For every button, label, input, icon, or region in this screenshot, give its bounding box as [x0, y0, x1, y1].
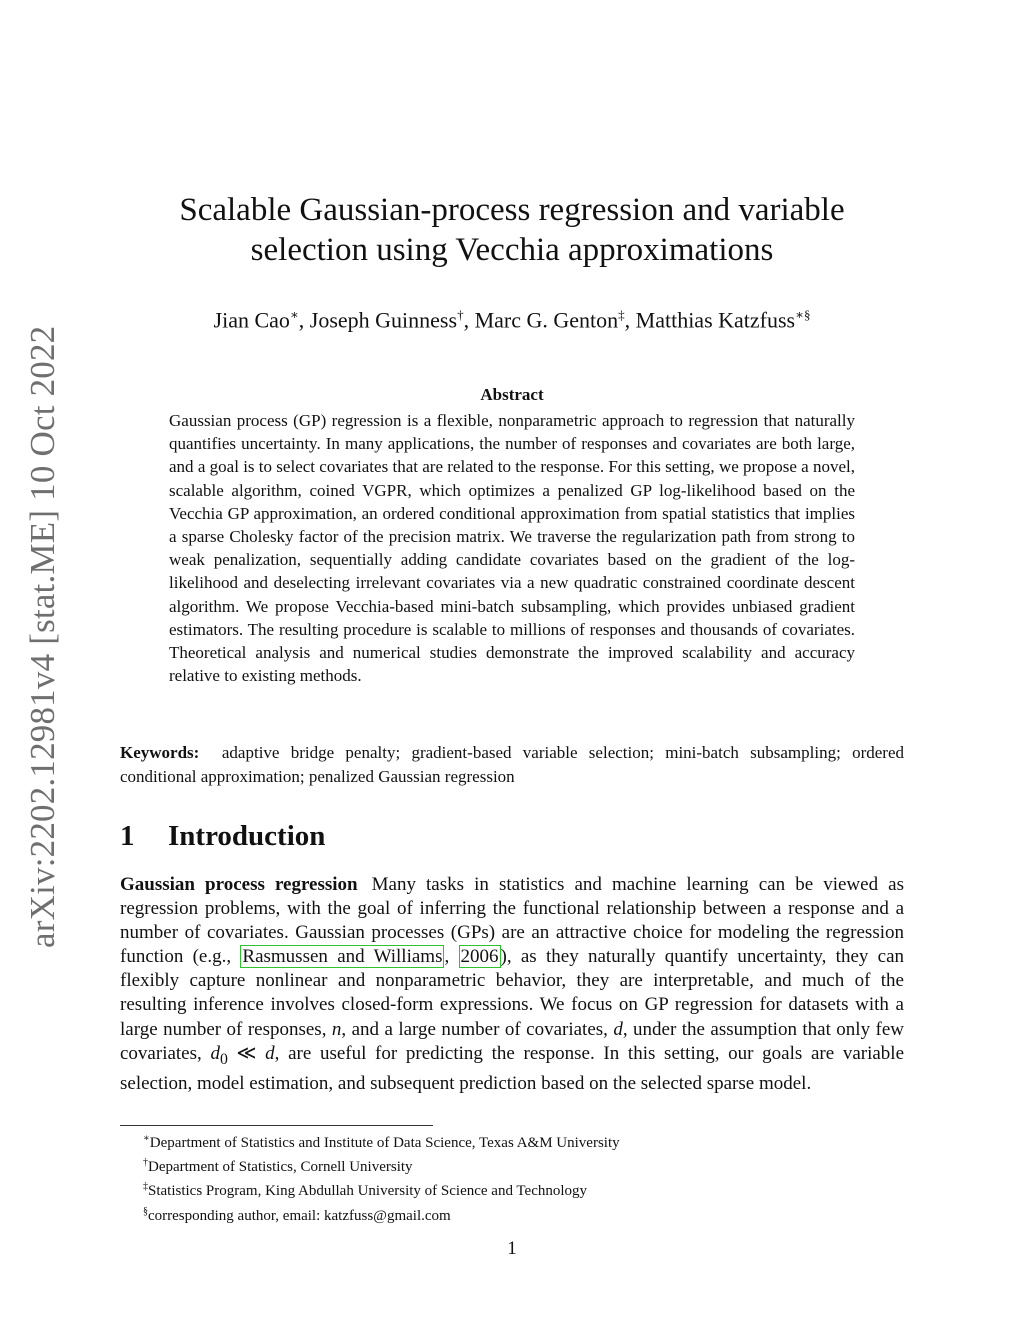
author-footnote-mark[interactable]: † — [457, 307, 464, 322]
author-footnote-mark[interactable]: ∗§ — [795, 307, 811, 322]
intro-paragraph — [120, 873, 904, 1096]
math-variable-d: d — [265, 1042, 275, 1064]
run-in-heading: Gaussian process regression — [120, 874, 358, 895]
section-number: 1 — [120, 820, 135, 852]
arxiv-identifier-stamp: arXiv:2202.12981v4 [stat.ME] 10 Oct 2022 — [23, 325, 62, 948]
author-separator: , — [463, 307, 475, 333]
abstract-heading: Abstract — [480, 385, 544, 404]
footnotes — [143, 1129, 903, 1226]
footnote-item — [143, 1177, 903, 1201]
keywords-text: adaptive bridge penalty; gradient-based variable selection; mini-batch subsampling; ordered conditional approximation; penalized Gaussian regression — [120, 743, 904, 786]
math-variable-n: n — [331, 1018, 342, 1040]
footnote-text: Statistics Program, King Abdullah University of Science and Technology — [148, 1183, 588, 1200]
paper-title — [120, 190, 904, 270]
author-footnote-mark[interactable]: ‡ — [618, 307, 625, 322]
author-name: Joseph Guinness — [309, 307, 458, 333]
math-variable-d0: d — [210, 1042, 220, 1064]
footnote-text: corresponding author, email: katzfuss@gmail.com — [148, 1207, 451, 1224]
author-list — [120, 300, 904, 335]
author-name: Jian Cao — [213, 307, 290, 333]
keywords-label: Keywords: — [120, 743, 200, 762]
author-name: Marc G. Genton — [474, 307, 619, 333]
citation-separator: , — [444, 946, 459, 968]
intro-text-part: , are useful for predicting the response. In this setting, our goals are variable selection, model estimation, and subsequent prediction based on the selected sparse model. — [120, 1042, 905, 1094]
citation-link[interactable] — [240, 945, 444, 968]
author-separator: , — [624, 307, 636, 333]
intro-text-part: Many tasks in statistics and machine learning can be viewed as regression problems, with the goal of inferring the functional relationship between a response and a number of covariates. Gaussian processes (GPs) are an attractive choice for modeling the regression function (e.g., — [120, 874, 904, 968]
footnote-mark: † — [143, 1157, 148, 1169]
section-heading — [120, 820, 325, 853]
page-number: 1 — [507, 1238, 517, 1259]
math-variable-d: d — [613, 1018, 623, 1040]
footnote-item — [143, 1202, 903, 1226]
citation-authors: Rasmussen and Williams — [242, 946, 443, 968]
footnote-item — [143, 1129, 903, 1153]
intro-text-part: , and a large number of covariates, — [341, 1018, 614, 1040]
math-subscript: 0 — [219, 1050, 228, 1068]
intro-text-part: , under the assumption that only few covariates, — [120, 1018, 905, 1064]
citation-year-link[interactable] — [459, 945, 501, 968]
footnote-mark: ‡ — [143, 1181, 148, 1193]
footnote-text: Department of Statistics and Institute of Data Science, Texas A&M University — [149, 1135, 620, 1151]
footnote-mark: § — [143, 1205, 148, 1217]
footnote-item — [143, 1153, 903, 1177]
section-title: Introduction — [168, 820, 326, 852]
math-relation: ≪ — [227, 1042, 266, 1064]
citation-year: 2006 — [460, 946, 499, 968]
title-line-1: Scalable Gaussian-process regression and variable — [179, 192, 845, 228]
author-name: Matthias Katzfuss — [635, 307, 796, 333]
intro-text-part: ), as they naturally quantify uncertainty, they can flexibly capture nonlinear and nonparametric behavior, they are interpretable, and much of the resulting inference involves closed-form expressions. We focus on GP regression for datasets with a large number of responses, — [120, 946, 905, 1040]
author-separator: , — [298, 307, 310, 333]
footnote-divider — [120, 1125, 433, 1126]
title-line-2: selection using Vecchia approximations — [250, 232, 774, 268]
abstract-text: Gaussian process (GP) regression is a flexible, nonparametric approach to regression that naturally quantifies uncertainty. In many applications, the number of responses and covariates are both large, and a goal is to select covariates that are related to the response. For this setting, we propose a novel, scalable algorithm, coined VGPR, which optimizes a penalized GP log-likelihood based on the Vecchia GP approximation, an ordered conditional approximation from spatial statistics that implies a sparse Cholesky factor of the precision matrix. We traverse the regularization path from strong to weak penalization, sequentially adding candidate covariates based on the gradient of the log-likelihood and deselecting irrelevant covariates via a new quadratic constrained coordinate descent algorithm. We propose Vecchia-based mini-batch subsampling, which provides unbiased gradient estimators. The resulting procedure is scalable to millions of responses and thousands of covariates. Theoretical analysis and numerical studies demonstrate the improved scalability and accuracy relative to existing methods. — [169, 411, 855, 686]
keywords-paragraph — [120, 741, 904, 789]
footnote-text: Department of Statistics, Cornell University — [148, 1159, 413, 1176]
footnote-mark: ∗ — [143, 1133, 150, 1144]
author-footnote-mark[interactable]: ∗ — [289, 307, 299, 322]
